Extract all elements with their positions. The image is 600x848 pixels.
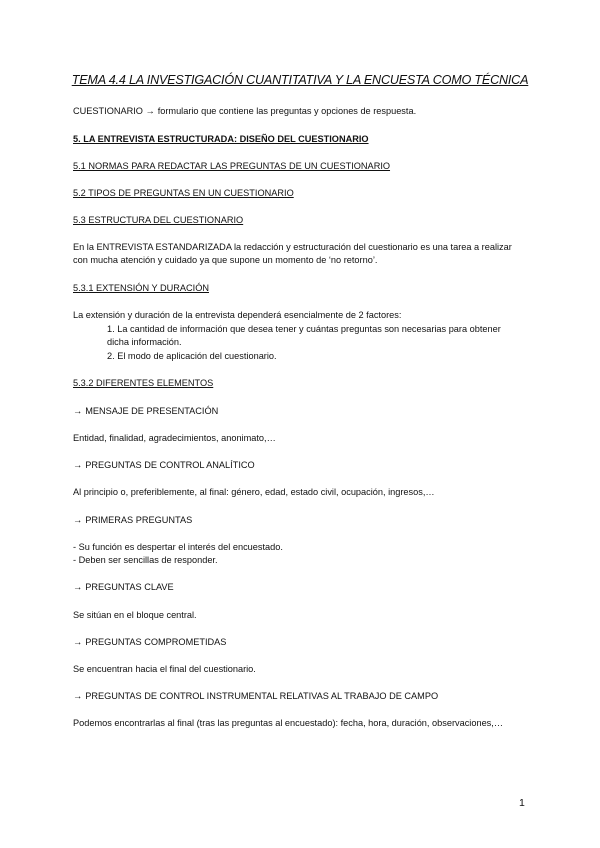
element-5-title-text: PREGUNTAS COMPROMETIDAS <box>85 637 227 647</box>
arrow-icon: → <box>73 460 83 470</box>
factor-2: 2. El modo de aplicación del cuestionario. <box>107 351 277 361</box>
element-4-text: Se sitúan en el bloque central. <box>73 610 197 620</box>
element-1-title-text: MENSAJE DE PRESENTACIÓN <box>85 406 219 416</box>
heading-5-3-1: 5.3.1 EXTENSIÓN Y DURACIÓN <box>73 283 209 293</box>
heading-5-2: 5.2 TIPOS DE PREGUNTAS EN UN CUESTIONARIO <box>73 188 294 198</box>
paragraph-5-3-1: La extensión y duración de la entrevista dependerá esencialmente de 2 factores: <box>73 310 402 320</box>
document-title: TEMA 4.4 LA INVESTIGACIÓN CUANTITATIVA Y LA ENCUESTA COMO TÉCNICA <box>71 73 529 87</box>
element-3-title-text: PRIMERAS PREGUNTAS <box>85 515 193 525</box>
element-1-text: Entidad, finalidad, agradecimientos, anonimato,… <box>73 433 276 443</box>
element-5-text: Se encuentran hacia el final del cuestionario. <box>73 664 256 674</box>
cuestionario-term: CUESTIONARIO <box>73 106 143 116</box>
element-1-title <box>73 405 218 418</box>
cuestionario-definition <box>73 105 416 118</box>
heading-5-3: 5.3 ESTRUCTURA DEL CUESTIONARIO <box>73 215 244 225</box>
arrow-icon: → <box>73 582 83 592</box>
element-5-title <box>73 636 226 649</box>
element-2-text: Al principio o, preferiblemente, al final: género, edad, estado civil, ocupación, ingresos,… <box>73 487 435 497</box>
arrow-icon: → <box>145 106 155 116</box>
element-6-title-text: PREGUNTAS DE CONTROL INSTRUMENTAL RELATIVAS AL TRABAJO DE CAMPO <box>85 691 439 701</box>
arrow-icon: → <box>73 406 83 416</box>
element-2-title-text: PREGUNTAS DE CONTROL ANALÍTICO <box>85 460 255 470</box>
arrow-icon: → <box>73 691 83 701</box>
heading-5-3-2: 5.3.2 DIFERENTES ELEMENTOS <box>73 378 214 388</box>
element-3-title <box>73 514 192 527</box>
arrow-icon: → <box>73 515 83 525</box>
element-2-title <box>73 459 255 472</box>
element-6-title <box>73 690 438 703</box>
arrow-icon: → <box>73 637 83 647</box>
element-4-title <box>73 581 174 594</box>
element-3-line-2: - Deben ser sencillas de responder. <box>73 555 218 565</box>
factor-1: 1. La cantidad de información que desea tener y cuántas preguntas son necesarias para obtener dicha información. <box>107 324 501 347</box>
heading-5: 5. LA ENTREVISTA ESTRUCTURADA: DISEÑO DEL CUESTIONARIO <box>73 134 369 144</box>
heading-5-1: 5.1 NORMAS PARA REDACTAR LAS PREGUNTAS DE UN CUESTIONARIO <box>73 161 391 171</box>
cuestionario-definition-text: formulario que contiene las preguntas y opciones de respuesta. <box>157 106 417 116</box>
element-4-title-text: PREGUNTAS CLAVE <box>85 582 174 592</box>
paragraph-5-3: En la ENTREVISTA ESTANDARIZADA la redacción y estructuración del cuestionario es una tarea a realizar con mucha atención y cuidado ya que supone un momento de ‘no retorno’. <box>73 242 512 265</box>
element-6-text: Podemos encontrarlas al final (tras las preguntas al encuestado): fecha, hora, duración, observaciones,… <box>73 718 504 728</box>
page-number: 1 <box>519 797 525 809</box>
element-3-line-1: - Su función es despertar el interés del encuestado. <box>73 542 283 552</box>
